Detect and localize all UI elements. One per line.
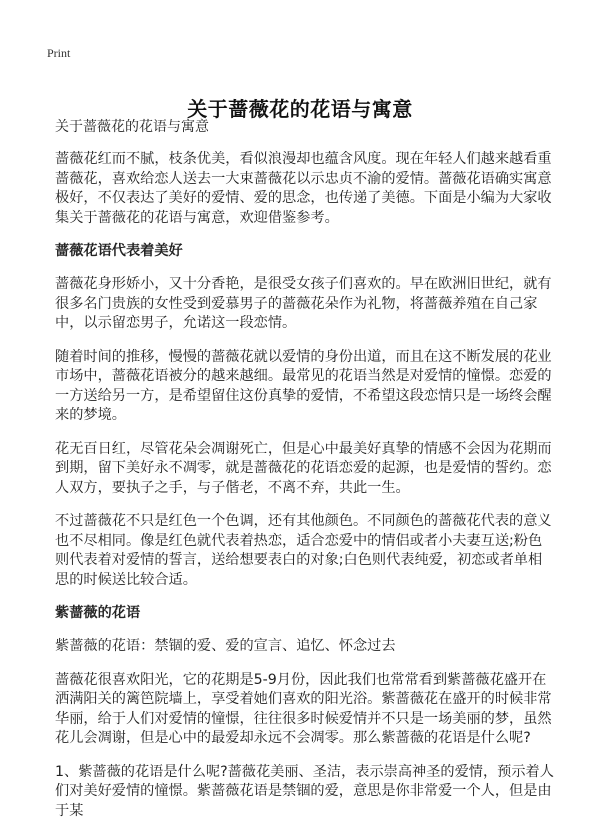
section-heading: 紫蔷薇的花语 (55, 605, 141, 621)
paragraph: 蔷薇花很喜欢阳光，它的花期是5-9月份，因此我们也常常看到紫蔷薇花盛开在洒满阳关的篱笆院墙上，享受着她们喜欢的阳光浴。紫蔷薇花在盛开的时候非常华丽，给于人们对爱情的憧憬，往往很多时候爱情并不只是一场美丽的梦，虽然花儿会凋谢，但是心中的最爱却永远不会凋零。那么紫蔷薇的花语是什么呢? (55, 671, 552, 746)
paragraph: 1、紫蔷薇的花语是什么呢?蔷薇花美丽、圣洁，表示崇高神圣的爱情，预示着人们对美好爱情的憧憬。紫蔷薇花语是禁锢的爱，意思是你非常爱一个人，但是由于某 (55, 763, 554, 819)
print-label[interactable]: Print (47, 46, 71, 60)
paragraph: 不过蔷薇花不只是红色一个色调，还有其他颜色。不同颜色的蔷薇花代表的意义也不尽相同。像是红色就代表着热恋，适合恋爱中的情侣或者小夫妻互送;粉色则代表着对爱情的誓言，送给想要表白的对象;白色则代表纯爱，初恋或者单相思的时候送比较合适。 (55, 513, 552, 588)
article-subtitle: 关于蔷薇花的花语与寓意 (55, 119, 209, 135)
page-title: 关于蔷薇花的花语与寓意 (187, 97, 413, 122)
paragraph: 蔷薇花身形娇小，又十分香艳，是很受女孩子们喜欢的。早在欧洲旧世纪，就有很多名门贵族的女性受到爱慕男子的蔷薇花朵作为礼物，将蔷薇养殖在自己家中，以示留恋男子，允诺这一段恋情。 (55, 276, 552, 331)
paragraph: 花无百日红，尽管花朵会凋谢死亡，但是心中最美好真挚的情感不会因为花期而到期，留下美好永不凋零，就是蔷薇花的花语恋爱的起源，也是爱情的誓约。恋人双方，要执子之手，与子偕老，不离不弃，共此一生。 (55, 440, 552, 496)
section-heading: 蔷薇花语代表着美好 (55, 243, 183, 259)
intro-paragraph: 蔷薇花红而不腻，枝条优美，看似浪漫却也蕴含风度。现在年轻人们越来越看重蔷薇花，喜欢给恋人送去一大束蔷薇花以示忠贞不渝的爱情。蔷薇花语确实寓意极好，不仅表达了美好的爱情、爱的思念，也传递了美德。下面是小编为大家收集关于蔷薇花的花语与寓意，欢迎借鉴参考。 (55, 151, 552, 226)
article-body (55, 118, 555, 835)
paragraph: 紫蔷薇的花语：禁锢的爱、爱的宣言、追忆、怀念过去 (55, 638, 396, 654)
paragraph: 随着时间的推移，慢慢的蔷薇花就以爱情的身份出道，而且在这不断发展的花业市场中，蔷薇花语被分的越来越细。最常见的花语当然是对爱情的憧憬。恋爱的一方送给另一方，是希望留住这份真挚的爱情，不希望这段恋情只是一场终会醒来的梦境。 (55, 348, 552, 423)
